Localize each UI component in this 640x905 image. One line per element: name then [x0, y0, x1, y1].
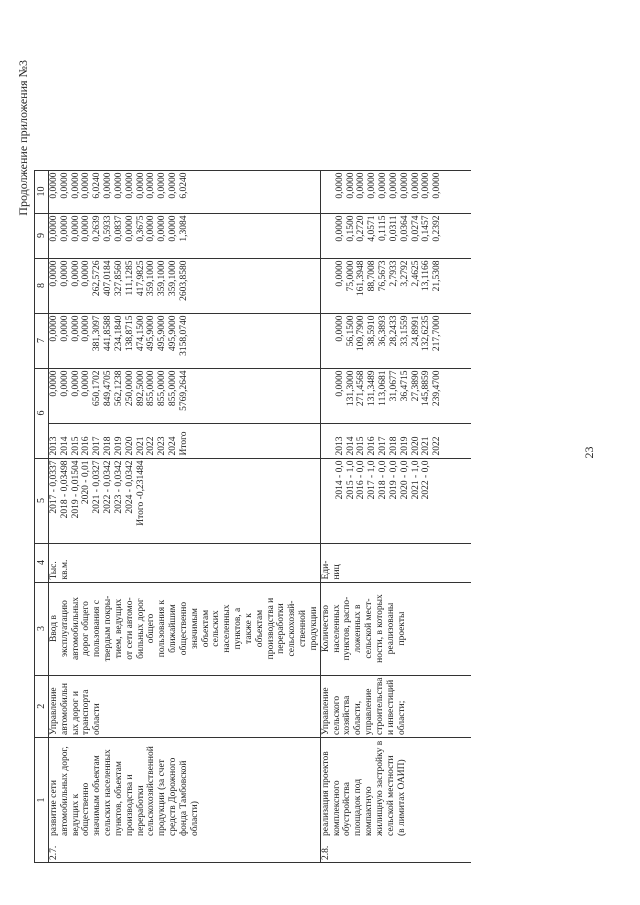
cell-line: 2019: [113, 436, 124, 456]
cell-line: 0,1457: [421, 215, 432, 242]
cell-line: 0,0000: [81, 315, 92, 342]
row-number: 2.7.: [49, 845, 59, 860]
col10-lines: [335, 173, 443, 211]
page-number: 23: [582, 446, 596, 459]
cell-line: пунктов, объектам: [113, 761, 124, 836]
cell-line: 31,0677: [388, 370, 399, 402]
col-header-10: 10: [35, 170, 49, 213]
cell-line: 2018: [388, 436, 399, 456]
cell-line: области: [92, 703, 103, 735]
cell-line: 2013: [49, 436, 59, 456]
cell-line: 56,1500: [345, 315, 356, 347]
cell-line: обустройства: [342, 782, 353, 836]
col7-cell: [320, 313, 471, 368]
cell-line: 0,0000: [388, 172, 399, 199]
cell-line: общего: [146, 613, 157, 644]
cell-line: объектам: [254, 609, 265, 648]
cell-line: 2016: [81, 436, 92, 456]
cell-line: ближайшим: [168, 604, 179, 653]
cell-line: 2014: [59, 436, 70, 456]
cell-line: 2013: [334, 436, 345, 456]
indicator-lines: [49, 585, 320, 673]
column-number-row: [35, 170, 49, 862]
indicator-cell: [320, 582, 471, 675]
cell-line: 855,0000: [157, 370, 168, 407]
cell-line: 2020 - 0,01: [81, 460, 92, 505]
cell-line: 131,3000: [345, 370, 356, 407]
cell-line: пунктов, распо-: [342, 596, 353, 661]
cell-line: 407,0184: [103, 260, 114, 297]
cell-line: 2018: [103, 436, 114, 456]
cell-line: 0,0000: [334, 215, 345, 242]
cell-line: 0,0000: [356, 172, 367, 199]
col9-cell: [320, 213, 471, 258]
cell-line: 109,7900: [356, 315, 367, 352]
row-name-cell: [320, 738, 471, 863]
cell-line: 111,1285: [124, 260, 135, 296]
cell-line: 2019 - 0,0: [388, 460, 399, 500]
cell-line: 2017 - 0,0337: [49, 460, 59, 514]
cell-line: 88,7008: [367, 260, 378, 292]
col-header-3: 3: [35, 582, 49, 675]
cell-line: ственной: [298, 610, 309, 648]
cell-line: 0,0000: [146, 215, 157, 242]
cell-line: Ввод в: [49, 615, 59, 642]
cell-line: 2019: [399, 436, 410, 456]
cell-line: 21,5308: [432, 260, 443, 292]
cell-line: 2,7933: [388, 260, 399, 287]
cell-line: 327,8560: [113, 260, 124, 297]
cell-line: 0,0000: [49, 260, 59, 287]
cell-line: 0,0000: [157, 172, 168, 199]
years-cell: [320, 423, 471, 458]
cell-line: 0,0000: [70, 315, 81, 342]
cell-line: 0,0000: [70, 172, 81, 199]
cell-line: сельских населенных: [103, 749, 114, 836]
cell-line: 38,5910: [367, 315, 378, 347]
cell-line: 359,1000: [168, 260, 179, 297]
cell-line: 0,0000: [432, 172, 443, 199]
cell-line: компактную: [364, 786, 375, 836]
cell-line: 76,5673: [378, 260, 389, 292]
cell-line: 3158,0740: [178, 315, 189, 356]
col8-cell: [320, 258, 471, 313]
row-number: 2.8.: [320, 845, 331, 860]
cell-line: 2015: [70, 436, 81, 456]
cell-line: 0,0000: [345, 172, 356, 199]
cell-line: 36,3893: [378, 315, 389, 347]
cell-line: 27,3890: [410, 370, 421, 402]
table-row-2-8: [320, 170, 471, 862]
cell-line: 650,1702: [92, 370, 103, 407]
col9-lines: [335, 216, 443, 256]
cell-line: 217,7000: [432, 315, 443, 352]
year-lines: [335, 426, 443, 456]
cell-line: 2020 - 0,0: [399, 460, 410, 500]
cell-line: 0,0311: [388, 215, 399, 242]
executor-cell: [320, 675, 471, 737]
values-cell: [49, 458, 321, 543]
cell-line: 2017: [378, 436, 389, 456]
cell-line: 2021: [135, 436, 146, 456]
cell-line: жилищную застройку в: [374, 740, 385, 836]
row-name-lines: [49, 740, 201, 860]
cell-line: общественно: [178, 601, 189, 656]
cell-line: населенных: [331, 604, 342, 653]
executor-lines: [49, 678, 103, 735]
cell-line: 2019 - 0,01504: [70, 460, 81, 519]
col-header-4: 4: [35, 543, 49, 582]
cell-line: 0,0000: [135, 172, 146, 199]
cell-line: также к: [243, 613, 254, 644]
cell-line: ниц: [331, 564, 342, 580]
cell-line: 381,3097: [92, 315, 103, 352]
col10-cell: [49, 170, 321, 213]
years-cell: [49, 423, 321, 458]
cell-line: пользования к: [157, 599, 168, 658]
cell-line: 239,4700: [432, 370, 443, 407]
cell-line: 0,0000: [49, 172, 59, 199]
col8-cell: [49, 258, 321, 313]
cell-line: продукции: [308, 606, 319, 651]
cell-line: сельских: [211, 610, 222, 647]
cell-line: 28,2433: [388, 315, 399, 347]
cell-line: 0,0000: [81, 172, 92, 199]
col-header-2: 2: [35, 675, 49, 737]
cell-line: продукции (за счет: [157, 759, 168, 836]
cell-line: пользования с: [92, 600, 103, 657]
cell-line: 2,4625: [410, 260, 421, 287]
cell-line: автомобильных: [70, 597, 81, 661]
cell-line: 0,0000: [59, 370, 70, 397]
col6-lines: [49, 371, 190, 421]
cell-line: 562,1238: [113, 370, 124, 407]
indicator-lines: [321, 585, 408, 673]
cell-line: 0,2720: [356, 215, 367, 242]
cell-line: области): [189, 801, 200, 836]
cell-line: 0,0364: [399, 215, 410, 242]
col9-lines: [49, 216, 190, 256]
cell-line: 2016 - 0,0: [356, 460, 367, 500]
cell-line: 271,4568: [356, 370, 367, 407]
cell-line: (в лимитах ОАИП): [396, 759, 407, 836]
cell-line: 0,0000: [334, 260, 345, 287]
executor-lines: [321, 678, 408, 735]
cell-line: 849,4705: [103, 370, 114, 407]
cell-line: 359,1000: [157, 260, 168, 297]
cell-line: 495,9000: [146, 315, 157, 352]
cell-line: значимым объектам: [92, 755, 103, 836]
cell-line: 1,3084: [178, 215, 189, 242]
cell-line: 2018 - 0,03498: [59, 460, 70, 519]
cell-line: 0,0000: [124, 215, 135, 242]
cell-line: переработки: [135, 785, 146, 836]
cell-line: 2021 - 1,0: [410, 460, 421, 500]
cell-line: 2022 - 0,0342: [103, 460, 114, 514]
cell-line: 359,1000: [146, 260, 157, 297]
cell-line: 2016: [367, 436, 378, 456]
cell-line: 441,8588: [103, 315, 114, 352]
cell-line: 0,0000: [81, 260, 92, 287]
cell-line: 33,1559: [399, 315, 410, 347]
cell-line: 3,2792: [399, 260, 410, 287]
cell-line: 132,6235: [421, 315, 432, 352]
cell-line: 2603,8580: [178, 260, 189, 301]
cell-line: от сети автомо-: [124, 597, 135, 660]
cell-line: кв.м.: [59, 559, 70, 580]
cell-line: Еди-: [320, 560, 331, 580]
cell-line: развитие сети: [49, 780, 59, 836]
cell-line: области;: [396, 700, 407, 735]
cell-line: 0,3675: [135, 215, 146, 242]
cell-line: 0,0000: [334, 315, 345, 342]
cell-line: объектам: [200, 609, 211, 648]
cell-line: 131,3489: [367, 370, 378, 407]
cell-line: 0,0000: [70, 370, 81, 397]
cell-line: 0,0837: [113, 215, 124, 242]
cell-line: 6,0240: [92, 172, 103, 199]
cell-line: управление: [364, 688, 375, 735]
cell-line: сельской местности: [385, 755, 396, 836]
cell-line: 0,0000: [70, 215, 81, 242]
cell-line: твердым покры-: [103, 595, 114, 662]
cell-line: 36,4715: [399, 370, 410, 402]
cell-line: 145,8859: [421, 370, 432, 407]
cell-line: 855,0000: [168, 370, 179, 407]
cell-line: 2014: [345, 436, 356, 456]
cell-line: 0,0000: [70, 260, 81, 287]
cell-line: автомобильн: [59, 683, 70, 735]
cell-line: 0,0000: [81, 215, 92, 242]
col-header-7: 7: [35, 313, 49, 368]
cell-line: бильных дорог: [135, 598, 146, 659]
cell-line: 0,5933: [103, 215, 114, 242]
col7-lines: [49, 316, 190, 366]
cell-line: 0,0000: [59, 315, 70, 342]
cell-line: населенных: [222, 604, 233, 653]
cell-line: 2023 - 0,0342: [113, 460, 124, 514]
cell-line: переработки: [276, 603, 287, 654]
col6-cell: [320, 368, 471, 423]
col-header-8: 8: [35, 258, 49, 313]
cell-line: хозяйства: [342, 695, 353, 735]
cell-line: 0,0000: [168, 172, 179, 199]
cell-line: 138,8715: [124, 315, 135, 352]
cell-line: 2022: [432, 436, 443, 456]
cell-line: 0,0000: [378, 172, 389, 199]
cell-line: 2015: [356, 436, 367, 456]
cell-line: 0,2392: [432, 215, 443, 242]
cell-line: 0,0000: [334, 172, 345, 199]
table-row-2-7: [49, 170, 321, 862]
cell-line: 0,0000: [124, 172, 135, 199]
col9-cell: [49, 213, 321, 258]
row-name-lines: [321, 740, 408, 860]
col7-cell: [49, 313, 321, 368]
cell-line: сельской мест-: [364, 598, 375, 659]
cell-line: 495,9000: [157, 315, 168, 352]
cell-line: 0,0000: [103, 172, 114, 199]
cell-line: проекты: [396, 611, 407, 646]
cell-line: 0,0000: [59, 260, 70, 287]
cell-line: 2022 - 0,0: [421, 460, 432, 500]
cell-line: сельскохозяй-: [287, 600, 298, 657]
value-lines: [335, 461, 432, 541]
col6-cell: [49, 368, 321, 423]
cell-line: 5769,2644: [178, 370, 189, 411]
cell-line: 2023: [157, 436, 168, 456]
cell-line: 855,0000: [146, 370, 157, 407]
cell-line: 0,0000: [49, 315, 59, 342]
cell-line: и инвестиций: [385, 679, 396, 735]
cell-line: производства и: [265, 597, 276, 660]
cell-line: 2020: [124, 436, 135, 456]
row-name-cell: [49, 738, 321, 863]
cell-line: 234,1840: [113, 315, 124, 352]
cell-line: 2017: [92, 436, 103, 456]
cell-line: Управление: [320, 687, 331, 735]
cell-line: 2021: [421, 436, 432, 456]
cell-line: строительства: [374, 677, 385, 735]
col-header-6: 6: [35, 368, 49, 458]
cell-line: 113,0681: [378, 370, 389, 406]
col6-lines: [335, 371, 443, 421]
col-header-9: 9: [35, 213, 49, 258]
cell-line: 250,0000: [124, 370, 135, 407]
cell-line: 892,5000: [135, 370, 146, 407]
cell-line: ых дорог и: [70, 691, 81, 735]
cell-line: пунктов, а: [233, 607, 244, 650]
cell-line: 24,8991: [410, 315, 421, 347]
indicator-cell: [49, 582, 321, 675]
cell-line: значимым: [189, 608, 200, 650]
unit-lines: [49, 546, 71, 580]
cell-line: ности, в которых: [374, 594, 385, 663]
cell-line: 0,0000: [410, 172, 421, 199]
cell-line: 6,0240: [178, 172, 189, 199]
cell-line: Управление: [49, 687, 59, 735]
cell-line: фонда Тамбовской: [178, 760, 189, 836]
col8-lines: [335, 261, 443, 311]
cell-line: реализация проектов: [320, 751, 331, 836]
cell-line: 0,0000: [59, 172, 70, 199]
cell-line: 0,0000: [59, 215, 70, 242]
cell-line: тием, ведущих: [113, 598, 124, 659]
cell-line: 2018 - 0,0: [378, 460, 389, 500]
cell-line: 0,0000: [157, 215, 168, 242]
cell-line: Количество: [320, 604, 331, 653]
cell-line: площадок под: [353, 778, 364, 836]
cell-line: 2024 - 0,0342: [124, 460, 135, 514]
cell-line: 2024: [168, 436, 179, 456]
cell-line: Итого -0,231484: [135, 460, 146, 526]
cell-line: 0,0000: [49, 370, 59, 397]
cell-line: 0,0000: [168, 215, 179, 242]
cell-line: 0,0274: [410, 215, 421, 242]
col8-lines: [49, 261, 190, 311]
cell-line: 0,0000: [421, 172, 432, 199]
cell-line: 474,1500: [135, 315, 146, 352]
cell-line: 0,0000: [49, 215, 59, 242]
program-table: [34, 170, 471, 863]
cell-line: 75,0000: [345, 260, 356, 292]
cell-line: 0,0000: [367, 172, 378, 199]
cell-line: сельскохозяйственной: [146, 746, 157, 836]
col10-lines: [49, 173, 190, 211]
cell-line: 0,1500: [345, 215, 356, 242]
cell-line: дорог общего: [81, 601, 92, 656]
cell-line: средств Дорожного: [168, 757, 179, 836]
year-lines: [49, 426, 190, 456]
cell-line: 2020: [410, 436, 421, 456]
cell-line: 161,3948: [356, 260, 367, 297]
col-header-5: 5: [35, 458, 49, 543]
col7-lines: [335, 316, 443, 366]
cell-line: 0,2639: [92, 215, 103, 242]
cell-line: ложенных в: [353, 604, 364, 653]
cell-line: общественно: [81, 782, 92, 836]
cell-line: 2015 - 1,0: [345, 460, 356, 500]
cell-line: сельского: [331, 695, 342, 735]
unit-cell: [49, 543, 321, 582]
cell-line: ведущих к: [70, 793, 81, 836]
cell-line: 417,9825: [135, 260, 146, 297]
cell-line: 4,0571: [367, 215, 378, 242]
cell-line: 0,0000: [334, 370, 345, 397]
cell-line: 0,0000: [113, 172, 124, 199]
cell-line: производства и: [124, 774, 135, 836]
cell-line: реализованы: [385, 602, 396, 655]
value-lines: [49, 461, 146, 541]
cell-line: автомобильных дорог,: [59, 746, 70, 836]
executor-cell: [49, 675, 321, 737]
cell-line: 262,5726: [92, 260, 103, 297]
cell-line: 2014 - 0,0: [334, 460, 345, 500]
cell-line: 2021 - 0,0327: [92, 460, 103, 514]
cell-line: 0,0000: [81, 370, 92, 397]
cell-line: 2017 - 1,0: [367, 460, 378, 500]
cell-line: Тыс.: [49, 561, 59, 580]
unit-lines: [321, 546, 343, 580]
cell-line: 0,0000: [146, 172, 157, 199]
cell-line: 13,1166: [421, 260, 432, 292]
cell-line: 495,9000: [168, 315, 179, 352]
col10-cell: [320, 170, 471, 213]
cell-line: комплексного: [331, 780, 342, 836]
unit-cell: [320, 543, 471, 582]
cell-line: 0,0000: [399, 172, 410, 199]
col-header-1: 1: [35, 738, 49, 863]
cell-line: эксплуатацию: [59, 600, 70, 657]
values-cell: [320, 458, 471, 543]
cell-line: транспорта: [81, 689, 92, 735]
cell-line: 2022: [146, 436, 157, 456]
cell-line: области,: [353, 700, 364, 735]
cell-line: 0,1115: [378, 215, 389, 241]
appendix-title: Продолжение приложения №3: [16, 60, 30, 216]
cell-line: Итого: [178, 431, 189, 456]
